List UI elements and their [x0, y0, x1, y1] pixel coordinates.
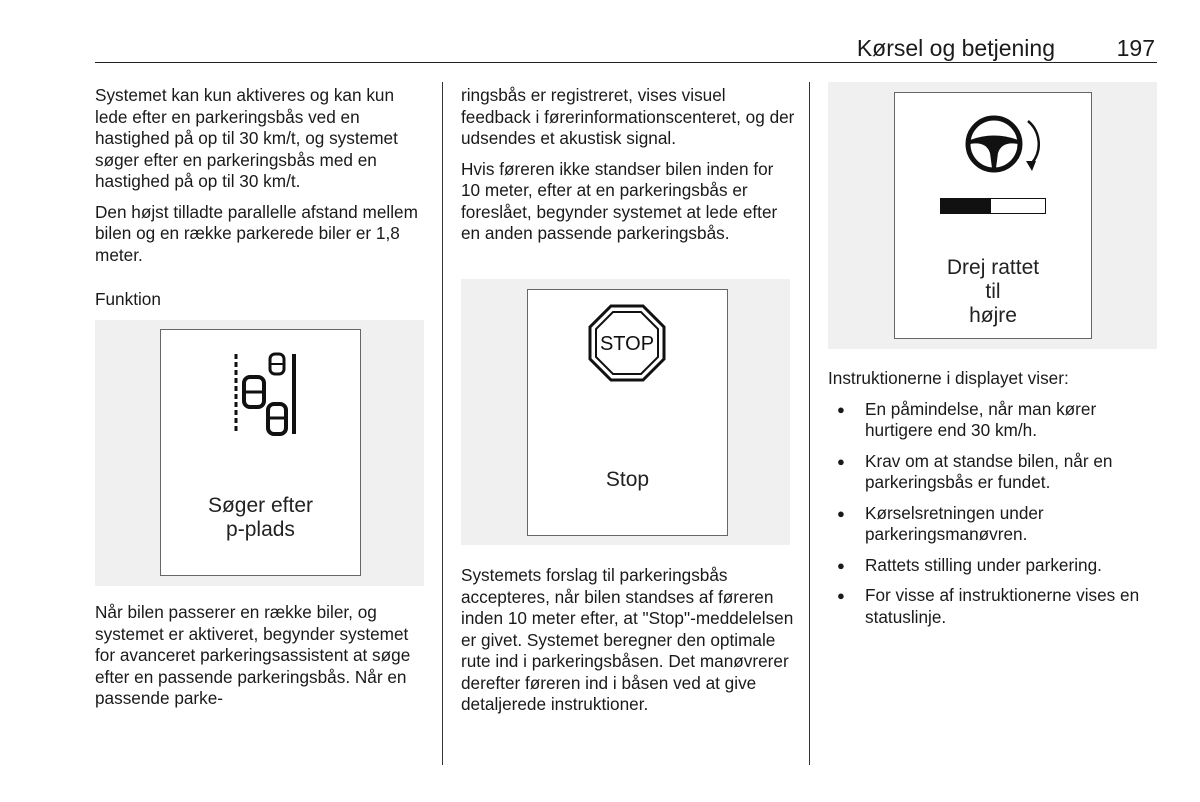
paragraph: ringsbås er registreret, vises visuel feedback i førerinformationscenteret, og der udsendes et akustisk signal. — [461, 85, 795, 148]
display-screen — [894, 92, 1092, 339]
page-header — [95, 32, 1157, 63]
column-divider — [442, 82, 443, 765]
screen-line: p-plads — [226, 518, 295, 541]
list-item: ● For visse af instruktionerne vises en statuslinje. — [828, 585, 1158, 628]
section-heading: Funktion — [95, 289, 161, 309]
column-divider — [809, 82, 810, 765]
status-progress-bar — [940, 198, 1046, 214]
section-title: Kørsel og betjening — [856, 35, 1055, 61]
screen-line: Søger efter — [207, 494, 314, 517]
display-screen — [527, 289, 728, 536]
parking-search-figure — [95, 320, 424, 586]
page-number: 197 — [1116, 35, 1155, 61]
parked-cars-icon — [228, 352, 298, 436]
column-2 — [461, 85, 796, 254]
paragraph: Når bilen passerer en række biler, og systemet er aktiveret, begynder systemet for avanceret parkeringsassistent at søge efter en passende parkeringsbås. Når en passende parke- — [95, 602, 411, 708]
paragraph: Den højst tilladte parallelle afstand mellem bilen og en række parkerede biler er 1,8 meter. — [95, 201, 418, 265]
column-1 — [95, 85, 430, 275]
stop-figure — [461, 279, 790, 545]
paragraph: Systemet kan kun aktiveres og kan kun lede efter en parkeringsbås ved en hastighed på op til 30 km/t, og systemet søger efter en parkeringsbås med en hastighed på op til 30 km/t. — [95, 85, 398, 191]
steering-wheel-icon — [962, 113, 1052, 175]
paragraph: Instruktionerne i displayet viser: — [828, 368, 1069, 388]
display-screen — [160, 329, 361, 576]
paragraph: Systemets forslag til parkeringsbås accepteres, når bilen standses af føreren inden 10 meter efter, at "Stop"-meddelelsen er givet. Systemet beregner den optimale rute ind i parkeringsbåsen. Det manøvrerer derefter føreren ind i båsen ved at give detaljerede instruktioner. — [461, 565, 794, 714]
list-item: ● En påmindelse, når man kører hurtigere end 30 km/h. — [828, 399, 1158, 442]
progress-fill — [941, 199, 991, 213]
screen-line: til — [985, 280, 1001, 303]
list-item: ● Kørselsretningen under parkeringsmanøvren. — [828, 503, 1158, 546]
stop-sign-label: STOP — [599, 333, 655, 355]
screen-message — [895, 256, 1091, 328]
column-3 — [828, 368, 1158, 637]
screen-message — [161, 494, 360, 542]
list-item: ● Rattets stilling under parkering. — [828, 555, 1158, 577]
column-1-continued — [95, 602, 430, 719]
stop-sign-icon — [588, 304, 666, 382]
screen-line: højre — [969, 304, 1017, 327]
bullet-list — [828, 399, 1158, 629]
list-item: ● Krav om at standse bilen, når en parkeringsbås er fundet. — [828, 451, 1158, 494]
paragraph: Hvis føreren ikke standser bilen inden for 10 meter, efter at en parkeringsbås er foreslået, begynder systemet at lede efter en anden passende parkeringsbås. — [461, 158, 778, 243]
screen-message: Stop — [605, 468, 650, 491]
column-2-continued — [461, 565, 796, 725]
screen-line: Drej rattet — [946, 256, 1040, 279]
steering-figure — [828, 82, 1157, 349]
